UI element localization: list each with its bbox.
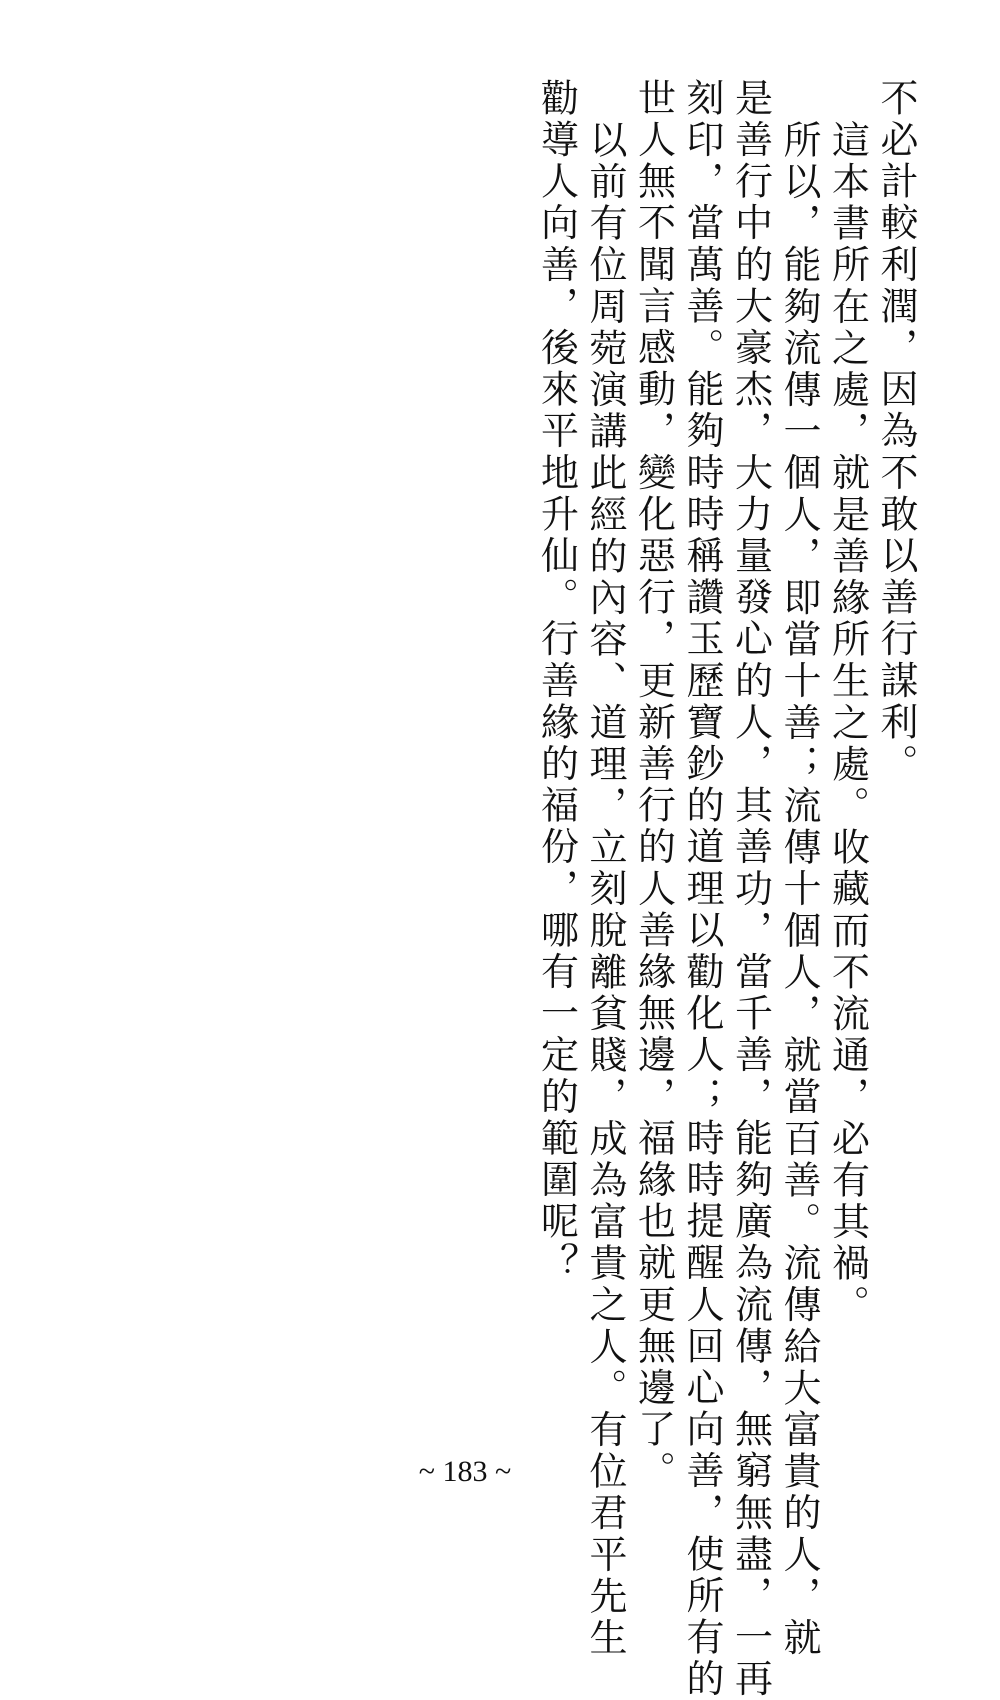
vertical-text-block [532, 78, 920, 1700]
text-column-4: 是善行中的大豪杰，大力量發心的人，其善功，當千善，能夠廣為流傳，無窮無盡，一再 [728, 78, 773, 1700]
text-column-3: 所以，能夠流傳一個人，即當十善；流傳十個人，就當百善。流傳給大富貴的人，就 [777, 119, 821, 1659]
text-column-1: 不必計較利潤，因為不敢以善行謀利。 [874, 78, 918, 786]
text-column-7: 以前有位周菀演講此經的內容、道理，立刻脫離貧賤，成為富貴之人。有位君平先生 [583, 119, 627, 1659]
text-column-8: 勸導人向善，後來平地升仙。行善緣的福份，哪有一定的範圍呢？ [534, 78, 579, 1285]
text-column-2: 這本書所在之處，就是善緣所生之處。收藏而不流通，必有其禍。 [825, 119, 870, 1327]
text-column-5: 刻印，當萬善。能夠時時稱讚玉歷寶鈔的道理以勸化人；時時提醒人回心向善，使所有的 [680, 78, 724, 1700]
page-number: ~ 183 ~ [418, 1455, 512, 1488]
text-column-6: 世人無不聞言感動，變化惡行，更新善行的人善緣無邊，福緣也就更無邊了。 [631, 78, 676, 1493]
